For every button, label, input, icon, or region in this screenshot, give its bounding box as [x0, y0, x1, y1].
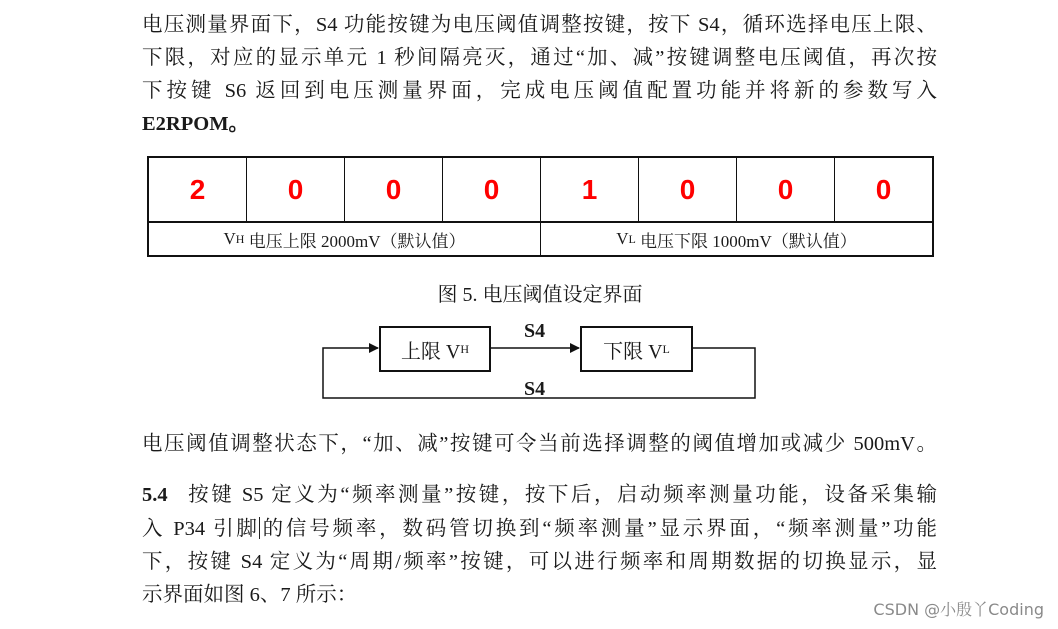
digit-cell: 0 — [737, 158, 835, 221]
lower-limit-state-box — [580, 326, 693, 372]
label-subscript: H — [235, 231, 245, 246]
section-5-4-line-1 — [142, 479, 937, 512]
label-text: 电压下限 1000mV（默认值） — [635, 231, 857, 251]
paragraph-1-line-1: 电压测量界面下，S4 功能按键为电压阈值调整按键，按下 S4，循环选择电压上限、 — [142, 14, 937, 36]
digit-cell: 2 — [149, 158, 247, 221]
paragraph-2: 电压阈值调整状态下，“加、减”按键可令当前选择调整的阈值增加或减少 500mV。 — [142, 433, 937, 455]
section-text: 的信号频率，数码管切换到“频率测量”显示界面，“频率测量”功能 — [259, 518, 937, 540]
digit-cell: 1 — [541, 158, 639, 221]
return-transition-label: S4 — [524, 378, 546, 400]
digit-cell: 0 — [345, 158, 443, 221]
digit-cell: 0 — [247, 158, 345, 221]
section-number: 5.4 — [142, 484, 168, 506]
label-row — [149, 223, 932, 255]
section-5-4-line-3: 下，按键 S4 定义为“周期/频率”按键，可以进行频率和周期数据的切换显示，显 — [142, 551, 937, 573]
upper-limit-label — [149, 223, 541, 255]
state-label: 下限 V — [603, 340, 663, 363]
label-symbol: V — [223, 229, 236, 248]
digit-cell: 0 — [639, 158, 737, 221]
paragraph-1-line-3: 下按键 S6 返回到电压测量界面，完成电压阈值配置功能并将新的参数写入 — [142, 80, 937, 102]
state-label: 上限 V — [400, 340, 461, 363]
upper-limit-state-box — [379, 326, 491, 372]
forward-transition-label: S4 — [524, 320, 546, 342]
paragraph-1-line-2: 下限，对应的显示单元 1 秒间隔亮灭，通过“加、减”按键调整电压阈值，再次按 — [142, 47, 937, 69]
section-5-4-line-4: 示界面如图 6、7 所示： — [142, 584, 358, 606]
section-5-4-line-2 — [142, 513, 937, 546]
state-subscript: H — [460, 341, 470, 356]
figure-caption: 图 5. 电压阈值设定界面 — [437, 284, 643, 306]
voltage-threshold-display-table — [147, 156, 934, 257]
section-text: 按键 S5 定义为“频率测量”按键，按下后，启动频率测量功能，设备采集输 — [185, 484, 937, 506]
digit-cell: 0 — [875, 173, 892, 205]
lower-limit-label — [541, 223, 932, 255]
digit-cell: 0 — [443, 158, 541, 221]
digit-row — [149, 158, 932, 223]
csdn-watermark: CSDN @小殷丫Coding — [873, 600, 1044, 619]
section-text: 入 P34 引脚 — [142, 518, 260, 540]
label-text: 电压上限 2000mV（默认值） — [244, 231, 466, 251]
label-symbol: V — [616, 229, 629, 248]
paragraph-1-line-4: E2RPOM。 — [142, 113, 250, 135]
label-subscript: L — [628, 231, 636, 246]
state-subscript: L — [662, 341, 670, 356]
